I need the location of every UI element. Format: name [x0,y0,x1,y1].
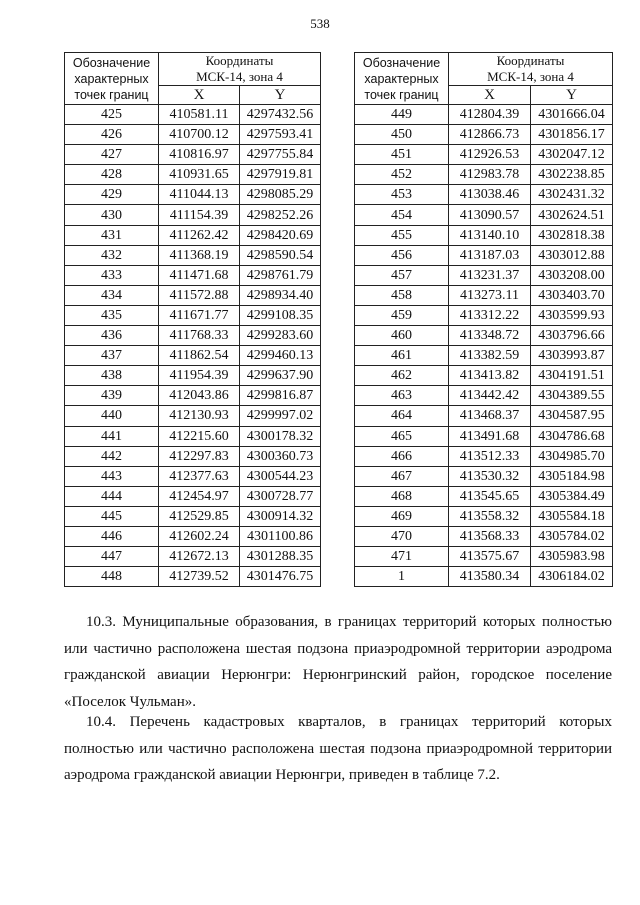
header-x: X [159,86,240,105]
x-coordinate-cell: 413187.03 [449,245,531,265]
x-coordinate-cell: 413413.82 [449,366,531,386]
point-number-cell: 456 [355,245,449,265]
y-coordinate-cell: 4297919.81 [240,165,321,185]
table-row [355,326,613,346]
x-coordinate-cell: 412130.93 [159,406,240,426]
x-coordinate-cell: 412454.97 [159,486,240,506]
x-coordinate-cell: 412377.63 [159,466,240,486]
y-coordinate-cell: 4300544.23 [240,466,321,486]
y-coordinate-cell: 4297432.56 [240,105,321,125]
point-number-cell: 430 [65,205,159,225]
y-coordinate-cell: 4303208.00 [531,265,613,285]
y-coordinate-cell: 4303012.88 [531,245,613,265]
point-number-cell: 433 [65,265,159,285]
x-coordinate-cell: 413545.65 [449,486,531,506]
header-point-label: Обозначение характерных точек границ [65,53,159,105]
y-coordinate-cell: 4305184.98 [531,466,613,486]
point-number-cell: 426 [65,125,159,145]
y-coordinate-cell: 4304985.70 [531,446,613,466]
header-y: Y [240,86,321,105]
table-row [355,386,613,406]
x-coordinate-cell: 413038.46 [449,185,531,205]
table-row [65,125,321,145]
y-coordinate-cell: 4298420.69 [240,225,321,245]
y-coordinate-cell: 4298085.29 [240,185,321,205]
coordinates-table-left [64,52,321,587]
y-coordinate-cell: 4302818.38 [531,225,613,245]
y-coordinate-cell: 4298590.54 [240,245,321,265]
x-coordinate-cell: 413468.37 [449,406,531,426]
point-number-cell: 431 [65,225,159,245]
x-coordinate-cell: 413382.59 [449,346,531,366]
header-x: X [449,86,531,105]
x-coordinate-cell: 410816.97 [159,145,240,165]
header-y: Y [531,86,613,105]
table-row [65,366,321,386]
table-row [65,185,321,205]
point-number-cell: 450 [355,125,449,145]
x-coordinate-cell: 411471.68 [159,265,240,285]
x-coordinate-cell: 412983.78 [449,165,531,185]
x-coordinate-cell: 412602.24 [159,526,240,546]
table-row [355,185,613,205]
table-row [65,105,321,125]
x-coordinate-cell: 411368.19 [159,245,240,265]
y-coordinate-cell: 4299283.60 [240,326,321,346]
point-number-cell: 427 [65,145,159,165]
point-number-cell: 468 [355,486,449,506]
x-coordinate-cell: 413580.34 [449,567,531,587]
point-number-cell: 437 [65,346,159,366]
point-number-cell: 429 [65,185,159,205]
y-coordinate-cell: 4301666.04 [531,105,613,125]
table-row [355,125,613,145]
y-coordinate-cell: 4305983.98 [531,547,613,567]
point-number-cell: 461 [355,346,449,366]
x-coordinate-cell: 411862.54 [159,346,240,366]
y-coordinate-cell: 4300360.73 [240,446,321,466]
table-row [355,285,613,305]
y-coordinate-cell: 4299108.35 [240,305,321,325]
coordinates-table-right [354,52,613,587]
x-coordinate-cell: 413575.67 [449,547,531,567]
y-coordinate-cell: 4298934.40 [240,285,321,305]
x-coordinate-cell: 413558.32 [449,506,531,526]
paragraph-10-4: 10.4. Перечень кадастровых кварталов, в границах территорий которых полностью или частично расположена шестая подзона приаэродромной территории аэродрома гражданской авиации Нерюнгри, приведен в таблице 7.2. [64,714,612,783]
y-coordinate-cell: 4301476.75 [240,567,321,587]
x-coordinate-cell: 411154.39 [159,205,240,225]
point-number-cell: 466 [355,446,449,466]
point-number-cell: 1 [355,567,449,587]
point-number-cell: 444 [65,486,159,506]
table-row [65,165,321,185]
x-coordinate-cell: 413140.10 [449,225,531,245]
x-coordinate-cell: 413442.42 [449,386,531,406]
table-row [65,567,321,587]
table-row [355,265,613,285]
x-coordinate-cell: 412043.86 [159,386,240,406]
point-number-cell: 449 [355,105,449,125]
point-number-cell: 465 [355,426,449,446]
table-row [355,526,613,546]
x-coordinate-cell: 410700.12 [159,125,240,145]
y-coordinate-cell: 4305584.18 [531,506,613,526]
y-coordinate-cell: 4302238.85 [531,165,613,185]
table-row [355,466,613,486]
table-row [65,205,321,225]
point-number-cell: 440 [65,406,159,426]
point-number-cell: 447 [65,547,159,567]
y-coordinate-cell: 4303796.66 [531,326,613,346]
point-number-cell: 435 [65,305,159,325]
x-coordinate-cell: 413491.68 [449,426,531,446]
table-row [355,225,613,245]
y-coordinate-cell: 4303403.70 [531,285,613,305]
y-coordinate-cell: 4304191.51 [531,366,613,386]
point-number-cell: 445 [65,506,159,526]
y-coordinate-cell: 4297593.41 [240,125,321,145]
point-number-cell: 455 [355,225,449,245]
table-row [355,426,613,446]
point-number-cell: 428 [65,165,159,185]
y-coordinate-cell: 4302431.32 [531,185,613,205]
table-row [65,386,321,406]
y-coordinate-cell: 4300914.32 [240,506,321,526]
point-number-cell: 464 [355,406,449,426]
y-coordinate-cell: 4299816.87 [240,386,321,406]
x-coordinate-cell: 412672.13 [159,547,240,567]
point-number-cell: 446 [65,526,159,546]
table-row [355,145,613,165]
table-row [355,567,613,587]
x-coordinate-cell: 411768.33 [159,326,240,346]
table-row [355,547,613,567]
table-row [355,446,613,466]
y-coordinate-cell: 4306184.02 [531,567,613,587]
table-row [355,506,613,526]
x-coordinate-cell: 410581.11 [159,105,240,125]
table-row [65,145,321,165]
table-row [65,406,321,426]
y-coordinate-cell: 4299637.90 [240,366,321,386]
y-coordinate-cell: 4303599.93 [531,305,613,325]
x-coordinate-cell: 413273.11 [449,285,531,305]
paragraph-10-3: 10.3. Муниципальные образования, в границах территорий которых полностью или частично расположена шестая подзона приаэродромной территории аэродрома гражданской авиации Нерюнгри: Нерюнгринский район, городское поселение «Поселок Чульман». [64,614,612,710]
point-number-cell: 463 [355,386,449,406]
table-row [65,245,321,265]
y-coordinate-cell: 4302047.12 [531,145,613,165]
point-number-cell: 451 [355,145,449,165]
x-coordinate-cell: 413090.57 [449,205,531,225]
table-row [65,506,321,526]
table-row [65,547,321,567]
point-number-cell: 467 [355,466,449,486]
point-number-cell: 452 [355,165,449,185]
point-number-cell: 436 [65,326,159,346]
y-coordinate-cell: 4304389.55 [531,386,613,406]
table-row [65,446,321,466]
x-coordinate-cell: 412804.39 [449,105,531,125]
x-coordinate-cell: 412739.52 [159,567,240,587]
table-row [355,105,613,125]
point-number-cell: 438 [65,366,159,386]
header-point-label: Обозначение характерных точек границ [355,53,449,105]
header-coordinates: Координаты МСК-14, зона 4 [159,53,321,86]
x-coordinate-cell: 413530.32 [449,466,531,486]
x-coordinate-cell: 411671.77 [159,305,240,325]
x-coordinate-cell: 410931.65 [159,165,240,185]
point-number-cell: 459 [355,305,449,325]
point-number-cell: 458 [355,285,449,305]
table-row [355,305,613,325]
x-coordinate-cell: 413512.33 [449,446,531,466]
x-coordinate-cell: 412926.53 [449,145,531,165]
table-row [65,285,321,305]
point-number-cell: 442 [65,446,159,466]
y-coordinate-cell: 4303993.87 [531,346,613,366]
table-row [65,466,321,486]
x-coordinate-cell: 412529.85 [159,506,240,526]
table-row [65,426,321,446]
table-row [65,265,321,285]
point-number-cell: 425 [65,105,159,125]
table-row [355,165,613,185]
y-coordinate-cell: 4299997.02 [240,406,321,426]
table-row [355,205,613,225]
point-number-cell: 471 [355,547,449,567]
y-coordinate-cell: 4301288.35 [240,547,321,567]
x-coordinate-cell: 412215.60 [159,426,240,446]
point-number-cell: 441 [65,426,159,446]
y-coordinate-cell: 4305384.49 [531,486,613,506]
point-number-cell: 460 [355,326,449,346]
point-number-cell: 432 [65,245,159,265]
point-number-cell: 469 [355,506,449,526]
table-row [355,406,613,426]
point-number-cell: 470 [355,526,449,546]
point-number-cell: 457 [355,265,449,285]
table-row [65,486,321,506]
table-row [65,346,321,366]
table-row [65,326,321,346]
page-number: 538 [310,16,330,31]
y-coordinate-cell: 4302624.51 [531,205,613,225]
point-number-cell: 462 [355,366,449,386]
table-body-right [355,105,613,587]
x-coordinate-cell: 411262.42 [159,225,240,245]
y-coordinate-cell: 4300728.77 [240,486,321,506]
x-coordinate-cell: 411572.88 [159,285,240,305]
table-row [355,366,613,386]
y-coordinate-cell: 4300178.32 [240,426,321,446]
table-row [355,486,613,506]
x-coordinate-cell: 412297.83 [159,446,240,466]
table-row [355,245,613,265]
x-coordinate-cell: 413568.33 [449,526,531,546]
y-coordinate-cell: 4305784.02 [531,526,613,546]
table-row [65,526,321,546]
y-coordinate-cell: 4301856.17 [531,125,613,145]
point-number-cell: 454 [355,205,449,225]
y-coordinate-cell: 4301100.86 [240,526,321,546]
table-body-left [65,105,321,587]
header-coordinates: Координаты МСК-14, зона 4 [449,53,613,86]
x-coordinate-cell: 411044.13 [159,185,240,205]
table-row [355,346,613,366]
y-coordinate-cell: 4298761.79 [240,265,321,285]
point-number-cell: 448 [65,567,159,587]
point-number-cell: 453 [355,185,449,205]
table-row [65,225,321,245]
point-number-cell: 443 [65,466,159,486]
y-coordinate-cell: 4304786.68 [531,426,613,446]
x-coordinate-cell: 413312.22 [449,305,531,325]
table-row [65,305,321,325]
y-coordinate-cell: 4299460.13 [240,346,321,366]
x-coordinate-cell: 413348.72 [449,326,531,346]
point-number-cell: 434 [65,285,159,305]
point-number-cell: 439 [65,386,159,406]
y-coordinate-cell: 4298252.26 [240,205,321,225]
x-coordinate-cell: 412866.73 [449,125,531,145]
y-coordinate-cell: 4297755.84 [240,145,321,165]
x-coordinate-cell: 411954.39 [159,366,240,386]
y-coordinate-cell: 4304587.95 [531,406,613,426]
x-coordinate-cell: 413231.37 [449,265,531,285]
